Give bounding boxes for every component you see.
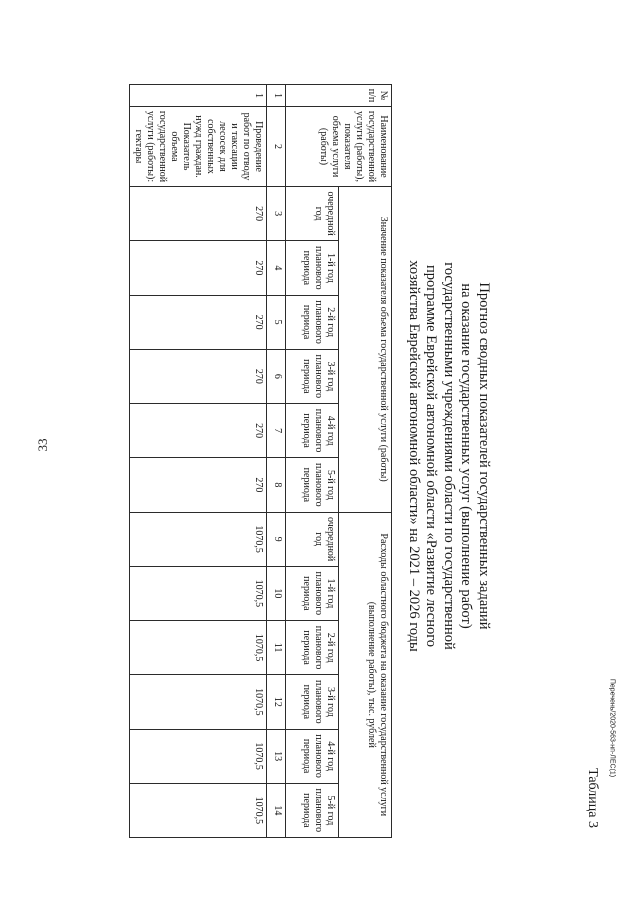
forecast-table [129, 84, 392, 838]
volume-value: 270 [130, 241, 267, 295]
table-row [130, 85, 267, 838]
title-line: Прогноз сводных показателей государственных заданий [476, 282, 492, 630]
header-period: 4-й год планового периода [286, 729, 339, 783]
rotated-page-content [40, 74, 600, 838]
row-num: 1 [130, 85, 267, 107]
expense-value: 1070,5 [130, 512, 267, 566]
header-period: 4-й год планового периода [286, 404, 339, 458]
header-expense-group: Расходы областного бюджета на оказание государственной услуги (выполнение работы), тыс. рублей [339, 512, 392, 838]
expense-value: 1070,5 [130, 783, 267, 837]
table-subheader-row [286, 85, 339, 838]
header-period: 5-й год планового периода [286, 783, 339, 837]
header-period: очередной год [286, 512, 339, 566]
column-number: 11 [267, 621, 286, 675]
column-number: 12 [267, 675, 286, 729]
header-period: 1-й год планового периода [286, 566, 339, 620]
header-period: очередной год [286, 187, 339, 241]
header-period: 3-й год планового периода [286, 349, 339, 403]
column-number: 10 [267, 566, 286, 620]
column-number: 7 [267, 404, 286, 458]
title-line: на оказание государственных услуг (выполнение работ) [458, 283, 475, 629]
volume-value: 270 [130, 404, 267, 458]
volume-value: 270 [130, 349, 267, 403]
column-number: 4 [267, 241, 286, 295]
header-period: 5-й год планового периода [286, 458, 339, 512]
column-number: 6 [267, 349, 286, 403]
column-number: 9 [267, 512, 286, 566]
expense-value: 1070,5 [130, 675, 267, 729]
volume-value: 270 [130, 458, 267, 512]
column-number: 13 [267, 729, 286, 783]
title-line: программе Еврейской автономной области «Развитие лесного [423, 264, 440, 648]
column-number: 3 [267, 187, 286, 241]
document-title [405, 134, 493, 778]
volume-value: 270 [130, 295, 267, 349]
header-period: 1-й год планового периода [286, 241, 339, 295]
page-number: 33 [35, 438, 50, 452]
table-header-row [339, 85, 392, 838]
header-num: № п/п [286, 85, 392, 107]
header-period: 2-й год планового периода [286, 621, 339, 675]
column-number-row [267, 85, 286, 838]
expense-value: 1070,5 [130, 729, 267, 783]
expense-value: 1070,5 [130, 621, 267, 675]
column-number: 2 [267, 107, 286, 187]
row-service-name: Проведение работ по отводу и таксации лесосек для собственных нужд граждан. Показатель объема государственной услуги (работы): гектары [130, 107, 267, 187]
header-service-name: Наименование государственной услуги (работы), показателя объема услуги (работы) [286, 107, 392, 187]
header-period: 3-й год планового периода [286, 675, 339, 729]
column-number: 8 [267, 458, 286, 512]
title-line: хозяйства Еврейской автономной области» на 2021 – 2026 годы [406, 260, 422, 652]
title-line: государственными учреждениями области по государственной [441, 262, 457, 650]
header-volume-group: Значение показателя объема государственной услуги (работы) [339, 187, 392, 513]
table-label: Таблица 3 [585, 768, 600, 828]
column-number: 14 [267, 783, 286, 837]
volume-value: 270 [130, 187, 267, 241]
header-period: 2-й год планового периода [286, 295, 339, 349]
document-code: Перечень/2020-563-нп-ЛЕС(1) [608, 678, 616, 778]
column-number: 1 [267, 85, 286, 107]
column-number: 5 [267, 295, 286, 349]
expense-value: 1070,5 [130, 566, 267, 620]
